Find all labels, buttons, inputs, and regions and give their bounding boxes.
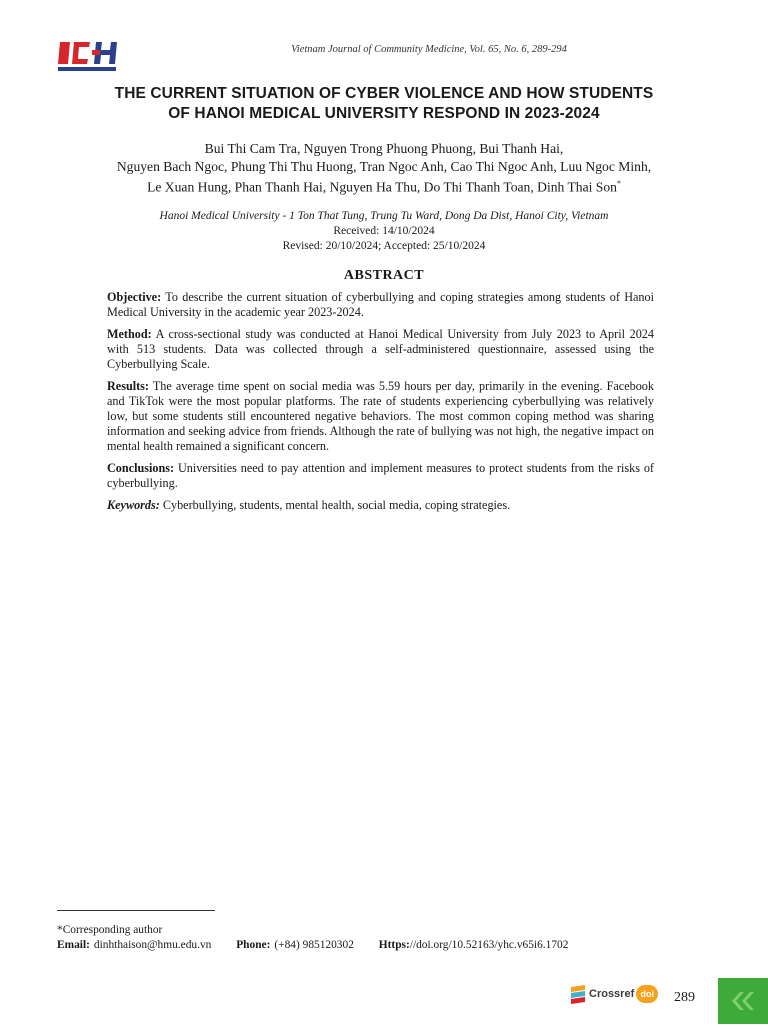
crossref-doi-badge[interactable] [570,983,662,1005]
phone-label: Phone: [236,939,271,951]
abstract-method [107,327,654,372]
conclusions-text: Universities need to pay attention and implement measures to protect students from the risks of cyberbullying. [107,461,654,490]
author-line-text: Le Xuan Hung, Phan Thanh Hai, Nguyen Ha Thu, Do Thi Thanh Toan, Dinh Thai Son [147,179,617,195]
author-line: Bui Thi Cam Tra, Nguyen Trong Phuong Phuong, Bui Thanh Hai, [204,141,564,156]
keywords-text: Cyberbullying, students, mental health, social media, coping strategies. [159,498,511,512]
objective-label: Objective: [107,290,162,304]
doi-link[interactable]: //doi.org/10.52163/yhc.v65i6.1702 [409,939,569,951]
crossref-label: Crossref [589,988,635,1000]
keywords-label: Keywords: [107,498,160,512]
results-label: Results: [107,379,149,393]
abstract-keywords [107,498,654,513]
footnote-divider [57,910,215,911]
footnote [57,923,572,953]
doi-label: Https: [378,939,410,951]
paper-title [60,84,708,124]
received-date: Received: 14/10/2024 [333,225,435,237]
abstract-body [107,290,654,520]
affiliation: Hanoi Medical University - 1 Ton That Tung, Trung Tu Ward, Dong Da Dist, Hanoi City, Vietnam [159,210,609,222]
abstract-objective [107,290,654,320]
author-line [40,175,728,196]
corresponding-author-note: *Corresponding author [57,924,163,936]
page-tab [718,978,768,1024]
author-list [40,140,728,196]
email-link[interactable]: dinhthaison@hmu.edu.vn [93,939,212,951]
results-text: The average time spent on social media was 5.59 hours per day, primarily in the evening. Facebook and TikTok were the most popular platforms. The rate of students experiencing cyberbullying was relatively low, but some students still encountered negative behaviors. The most common coping method was sharing information and seeking advice from friends. Although the rate of bullying was not high, the negative impact on mental health remained a significant concern. [107,379,654,453]
journal-logo [56,38,118,74]
contact-row [57,938,572,953]
affiliation-block [40,209,728,254]
method-label: Method: [107,327,152,341]
phone-number: (+84) 985120302 [274,939,354,951]
paper-title-line: THE CURRENT SITUATION OF CYBER VIOLENCE AND HOW STUDENTS [114,85,654,102]
double-chevron-left-icon [718,978,768,1024]
journal-logo-icon [56,38,118,74]
abstract-conclusions [107,461,654,491]
author-line: Nguyen Bach Ngoc, Phung Thi Thu Huong, Tran Ngoc Anh, Cao Thi Ngoc Anh, Luu Ngoc Minh, [116,158,652,174]
conclusions-label: Conclusions: [107,461,175,475]
revised-accepted-date: Revised: 20/10/2024; Accepted: 25/10/2024 [282,240,486,252]
email-label: Email: [57,939,90,951]
paper-title-line: OF HANOI MEDICAL UNIVERSITY RESPOND IN 2023-2024 [168,105,600,122]
objective-text: To describe the current situation of cyberbullying and coping strategies among students of Hanoi Medical University in the academic year 2023-2024. [107,290,654,319]
journal-citation: Vietnam Journal of Community Medicine, Vol. 65, No. 6, 289-294 [291,44,567,55]
abstract-results [107,379,654,454]
method-text: A cross-sectional study was conducted at Hanoi Medical University from July 2023 to April 2024 with 513 students. Data was collected through a self-administered questionnaire, assessed using the Cyberbullying Scale. [107,327,654,371]
page-number: 289 [674,990,695,1005]
corresponding-mark: * [616,179,621,188]
doi-badge-icon: doi [636,985,658,1003]
abstract-heading: ABSTRACT [343,268,425,283]
crossref-icon [570,984,586,1004]
